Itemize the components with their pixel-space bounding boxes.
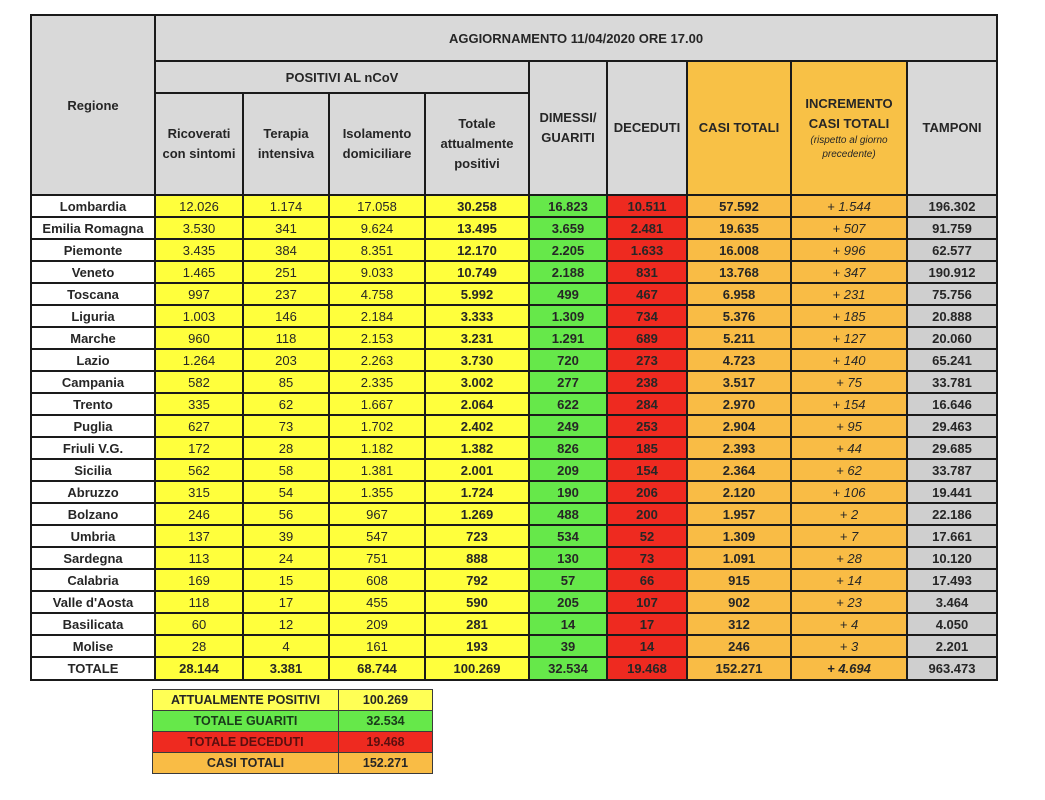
header-incremento-label: INCREMENTO CASI TOTALI (805, 96, 893, 131)
cell-incremento: + 2 (791, 503, 907, 525)
cell-tamponi: 2.201 (907, 635, 997, 657)
table-row (31, 239, 997, 261)
cell-isolamento: 751 (329, 547, 425, 569)
cell-terapia: 237 (243, 283, 329, 305)
cell-regione: Calabria (31, 569, 155, 591)
cell-terapia: 12 (243, 613, 329, 635)
table-row (31, 349, 997, 371)
cell-regione: Veneto (31, 261, 155, 283)
cell-casi-totali: 915 (687, 569, 791, 591)
cell-terapia: 4 (243, 635, 329, 657)
cell-regione: Trento (31, 393, 155, 415)
cell-isolamento: 9.033 (329, 261, 425, 283)
header-tamponi: TAMPONI (907, 61, 997, 195)
cell-tamponi: 10.120 (907, 547, 997, 569)
cell-dimessi: 2.188 (529, 261, 607, 283)
cell-tamponi: 62.577 (907, 239, 997, 261)
total-terapia: 3.381 (243, 657, 329, 680)
summary-label: ATTUALMENTE POSITIVI (153, 690, 339, 711)
cell-isolamento: 2.335 (329, 371, 425, 393)
cell-deceduti: 73 (607, 547, 687, 569)
total-row (31, 657, 997, 680)
cell-incremento: + 1.544 (791, 195, 907, 217)
cell-ricoverati: 118 (155, 591, 243, 613)
cell-terapia: 146 (243, 305, 329, 327)
cell-totale-positivi: 3.231 (425, 327, 529, 349)
table-row (31, 393, 997, 415)
cell-casi-totali: 246 (687, 635, 791, 657)
cell-tamponi: 17.493 (907, 569, 997, 591)
cell-dimessi: 249 (529, 415, 607, 437)
cell-ricoverati: 335 (155, 393, 243, 415)
cell-totale-positivi: 888 (425, 547, 529, 569)
cell-casi-totali: 1.957 (687, 503, 791, 525)
cell-isolamento: 2.153 (329, 327, 425, 349)
cell-ricoverati: 3.530 (155, 217, 243, 239)
cell-deceduti: 273 (607, 349, 687, 371)
cell-terapia: 24 (243, 547, 329, 569)
cell-terapia: 251 (243, 261, 329, 283)
cell-tamponi: 20.060 (907, 327, 997, 349)
cell-ricoverati: 1.003 (155, 305, 243, 327)
total-regione: TOTALE (31, 657, 155, 680)
table-row (31, 459, 997, 481)
cell-deceduti: 831 (607, 261, 687, 283)
cell-terapia: 15 (243, 569, 329, 591)
cell-incremento: + 347 (791, 261, 907, 283)
cell-isolamento: 1.182 (329, 437, 425, 459)
cell-isolamento: 1.667 (329, 393, 425, 415)
cell-terapia: 17 (243, 591, 329, 613)
cell-ricoverati: 582 (155, 371, 243, 393)
cell-ricoverati: 12.026 (155, 195, 243, 217)
header-deceduti: DECEDUTI (607, 61, 687, 195)
cell-casi-totali: 16.008 (687, 239, 791, 261)
cell-incremento: + 95 (791, 415, 907, 437)
cell-ricoverati: 997 (155, 283, 243, 305)
cell-incremento: + 154 (791, 393, 907, 415)
cell-isolamento: 4.758 (329, 283, 425, 305)
table-row (31, 437, 997, 459)
summary-value: 100.269 (339, 690, 433, 711)
cell-totale-positivi: 2.064 (425, 393, 529, 415)
cell-isolamento: 608 (329, 569, 425, 591)
cell-totale-positivi: 1.724 (425, 481, 529, 503)
cell-dimessi: 488 (529, 503, 607, 525)
cell-totale-positivi: 723 (425, 525, 529, 547)
cell-dimessi: 190 (529, 481, 607, 503)
cell-incremento: + 28 (791, 547, 907, 569)
cell-incremento: + 106 (791, 481, 907, 503)
cell-casi-totali: 902 (687, 591, 791, 613)
header-incremento (791, 61, 907, 195)
cell-incremento: + 75 (791, 371, 907, 393)
cell-incremento: + 996 (791, 239, 907, 261)
cell-dimessi: 1.309 (529, 305, 607, 327)
total-incremento: + 4.694 (791, 657, 907, 680)
cell-casi-totali: 1.309 (687, 525, 791, 547)
header-ricoverati: Ricoverati con sintomi (155, 93, 243, 195)
cell-totale-positivi: 12.170 (425, 239, 529, 261)
cell-totale-positivi: 590 (425, 591, 529, 613)
cell-incremento: + 4 (791, 613, 907, 635)
table-row (31, 283, 997, 305)
header-totale-positivi: Totale attualmente positivi (425, 93, 529, 195)
cell-regione: Umbria (31, 525, 155, 547)
cell-deceduti: 284 (607, 393, 687, 415)
summary-value: 19.468 (339, 732, 433, 753)
cell-terapia: 85 (243, 371, 329, 393)
cell-tamponi: 65.241 (907, 349, 997, 371)
table-row (31, 547, 997, 569)
summary-row (153, 732, 433, 753)
cell-dimessi: 57 (529, 569, 607, 591)
cell-ricoverati: 169 (155, 569, 243, 591)
cell-isolamento: 17.058 (329, 195, 425, 217)
cell-dimessi: 3.659 (529, 217, 607, 239)
cell-terapia: 28 (243, 437, 329, 459)
cell-incremento: + 23 (791, 591, 907, 613)
update-title: AGGIORNAMENTO 11/04/2020 ORE 17.00 (155, 15, 997, 61)
cell-isolamento: 2.263 (329, 349, 425, 371)
cell-dimessi: 277 (529, 371, 607, 393)
table-row (31, 195, 997, 217)
cell-tamponi: 17.661 (907, 525, 997, 547)
cell-terapia: 384 (243, 239, 329, 261)
summary-label: CASI TOTALI (153, 753, 339, 774)
cell-tamponi: 22.186 (907, 503, 997, 525)
cell-ricoverati: 627 (155, 415, 243, 437)
cell-incremento: + 44 (791, 437, 907, 459)
cell-isolamento: 209 (329, 613, 425, 635)
cell-incremento: + 507 (791, 217, 907, 239)
cell-casi-totali: 2.904 (687, 415, 791, 437)
cell-casi-totali: 19.635 (687, 217, 791, 239)
cell-regione: Valle d'Aosta (31, 591, 155, 613)
cell-casi-totali: 1.091 (687, 547, 791, 569)
cell-dimessi: 720 (529, 349, 607, 371)
cell-ricoverati: 3.435 (155, 239, 243, 261)
cell-totale-positivi: 3.002 (425, 371, 529, 393)
cell-casi-totali: 312 (687, 613, 791, 635)
summary-body (153, 690, 433, 774)
cell-regione: Molise (31, 635, 155, 657)
cell-incremento: + 7 (791, 525, 907, 547)
cell-tamponi: 196.302 (907, 195, 997, 217)
cell-totale-positivi: 2.001 (425, 459, 529, 481)
header-dimessi: DIMESSI/ GUARITI (529, 61, 607, 195)
cell-tamponi: 4.050 (907, 613, 997, 635)
summary-value: 32.534 (339, 711, 433, 732)
regional-covid-table (30, 14, 998, 681)
cell-ricoverati: 28 (155, 635, 243, 657)
cell-totale-positivi: 792 (425, 569, 529, 591)
cell-deceduti: 52 (607, 525, 687, 547)
cell-deceduti: 2.481 (607, 217, 687, 239)
total-isolamento: 68.744 (329, 657, 425, 680)
cell-regione: Liguria (31, 305, 155, 327)
table-row (31, 569, 997, 591)
cell-ricoverati: 960 (155, 327, 243, 349)
cell-regione: Emilia Romagna (31, 217, 155, 239)
header-terapia: Terapia intensiva (243, 93, 329, 195)
cell-regione: Piemonte (31, 239, 155, 261)
cell-incremento: + 3 (791, 635, 907, 657)
cell-dimessi: 130 (529, 547, 607, 569)
cell-totale-positivi: 1.269 (425, 503, 529, 525)
table-row (31, 481, 997, 503)
header-casi-totali: CASI TOTALI (687, 61, 791, 195)
summary-row (153, 753, 433, 774)
cell-incremento: + 231 (791, 283, 907, 305)
cell-regione: Sicilia (31, 459, 155, 481)
cell-ricoverati: 1.465 (155, 261, 243, 283)
cell-casi-totali: 2.393 (687, 437, 791, 459)
cell-deceduti: 107 (607, 591, 687, 613)
cell-incremento: + 185 (791, 305, 907, 327)
cell-dimessi: 534 (529, 525, 607, 547)
cell-deceduti: 467 (607, 283, 687, 305)
header-incremento-note: (rispetto al giorno precedente) (810, 135, 888, 160)
cell-totale-positivi: 281 (425, 613, 529, 635)
cell-regione: Bolzano (31, 503, 155, 525)
cell-isolamento: 967 (329, 503, 425, 525)
cell-ricoverati: 113 (155, 547, 243, 569)
cell-deceduti: 154 (607, 459, 687, 481)
cell-regione: Lazio (31, 349, 155, 371)
header-isolamento: Isolamento domiciliare (329, 93, 425, 195)
cell-isolamento: 1.355 (329, 481, 425, 503)
cell-totale-positivi: 2.402 (425, 415, 529, 437)
header-regione: Regione (31, 15, 155, 195)
cell-terapia: 56 (243, 503, 329, 525)
cell-ricoverati: 1.264 (155, 349, 243, 371)
cell-regione: Marche (31, 327, 155, 349)
summary-table (152, 689, 433, 774)
total-totale-positivi: 100.269 (425, 657, 529, 680)
summary-row (153, 690, 433, 711)
cell-tamponi: 190.912 (907, 261, 997, 283)
total-deceduti: 19.468 (607, 657, 687, 680)
table-row (31, 591, 997, 613)
cell-casi-totali: 3.517 (687, 371, 791, 393)
cell-tamponi: 91.759 (907, 217, 997, 239)
cell-ricoverati: 60 (155, 613, 243, 635)
table-row (31, 613, 997, 635)
cell-dimessi: 826 (529, 437, 607, 459)
cell-deceduti: 206 (607, 481, 687, 503)
cell-casi-totali: 57.592 (687, 195, 791, 217)
cell-totale-positivi: 3.333 (425, 305, 529, 327)
cell-totale-positivi: 13.495 (425, 217, 529, 239)
cell-dimessi: 2.205 (529, 239, 607, 261)
cell-isolamento: 1.381 (329, 459, 425, 481)
total-casi-totali: 152.271 (687, 657, 791, 680)
cell-totale-positivi: 1.382 (425, 437, 529, 459)
cell-deceduti: 734 (607, 305, 687, 327)
total-tamponi: 963.473 (907, 657, 997, 680)
cell-regione: Basilicata (31, 613, 155, 635)
cell-isolamento: 547 (329, 525, 425, 547)
table-row (31, 371, 997, 393)
cell-regione: Abruzzo (31, 481, 155, 503)
summary-value: 152.271 (339, 753, 433, 774)
cell-dimessi: 205 (529, 591, 607, 613)
cell-tamponi: 29.685 (907, 437, 997, 459)
cell-dimessi: 499 (529, 283, 607, 305)
cell-terapia: 118 (243, 327, 329, 349)
cell-tamponi: 33.787 (907, 459, 997, 481)
cell-isolamento: 9.624 (329, 217, 425, 239)
cell-terapia: 39 (243, 525, 329, 547)
summary-label: TOTALE DECEDUTI (153, 732, 339, 753)
cell-regione: Puglia (31, 415, 155, 437)
summary-row (153, 711, 433, 732)
cell-incremento: + 14 (791, 569, 907, 591)
cell-dimessi: 16.823 (529, 195, 607, 217)
cell-deceduti: 185 (607, 437, 687, 459)
cell-deceduti: 14 (607, 635, 687, 657)
cell-isolamento: 8.351 (329, 239, 425, 261)
cell-deceduti: 253 (607, 415, 687, 437)
cell-casi-totali: 6.958 (687, 283, 791, 305)
cell-casi-totali: 5.211 (687, 327, 791, 349)
cell-dimessi: 1.291 (529, 327, 607, 349)
cell-ricoverati: 315 (155, 481, 243, 503)
cell-casi-totali: 13.768 (687, 261, 791, 283)
table-row (31, 415, 997, 437)
cell-terapia: 58 (243, 459, 329, 481)
cell-ricoverati: 562 (155, 459, 243, 481)
table-row (31, 327, 997, 349)
table-row (31, 305, 997, 327)
cell-tamponi: 33.781 (907, 371, 997, 393)
cell-casi-totali: 2.364 (687, 459, 791, 481)
cell-deceduti: 238 (607, 371, 687, 393)
table-body (31, 195, 997, 680)
cell-isolamento: 161 (329, 635, 425, 657)
cell-deceduti: 17 (607, 613, 687, 635)
cell-casi-totali: 2.120 (687, 481, 791, 503)
table-row (31, 217, 997, 239)
table-row (31, 525, 997, 547)
cell-terapia: 73 (243, 415, 329, 437)
table-row (31, 261, 997, 283)
cell-deceduti: 200 (607, 503, 687, 525)
cell-deceduti: 10.511 (607, 195, 687, 217)
cell-regione: Sardegna (31, 547, 155, 569)
cell-incremento: + 127 (791, 327, 907, 349)
cell-casi-totali: 2.970 (687, 393, 791, 415)
cell-isolamento: 1.702 (329, 415, 425, 437)
cell-regione: Campania (31, 371, 155, 393)
cell-dimessi: 14 (529, 613, 607, 635)
cell-regione: Lombardia (31, 195, 155, 217)
cell-totale-positivi: 5.992 (425, 283, 529, 305)
cell-terapia: 1.174 (243, 195, 329, 217)
cell-tamponi: 75.756 (907, 283, 997, 305)
header-positivi-group: POSITIVI AL nCoV (155, 61, 529, 93)
cell-casi-totali: 5.376 (687, 305, 791, 327)
total-ricoverati: 28.144 (155, 657, 243, 680)
cell-regione: Friuli V.G. (31, 437, 155, 459)
cell-casi-totali: 4.723 (687, 349, 791, 371)
cell-dimessi: 209 (529, 459, 607, 481)
cell-terapia: 62 (243, 393, 329, 415)
cell-deceduti: 66 (607, 569, 687, 591)
cell-dimessi: 622 (529, 393, 607, 415)
cell-terapia: 54 (243, 481, 329, 503)
cell-tamponi: 3.464 (907, 591, 997, 613)
cell-tamponi: 20.888 (907, 305, 997, 327)
cell-isolamento: 455 (329, 591, 425, 613)
cell-terapia: 341 (243, 217, 329, 239)
table-row (31, 503, 997, 525)
table-row (31, 635, 997, 657)
cell-deceduti: 689 (607, 327, 687, 349)
cell-totale-positivi: 10.749 (425, 261, 529, 283)
cell-terapia: 203 (243, 349, 329, 371)
cell-dimessi: 39 (529, 635, 607, 657)
cell-isolamento: 2.184 (329, 305, 425, 327)
cell-ricoverati: 172 (155, 437, 243, 459)
cell-ricoverati: 246 (155, 503, 243, 525)
cell-totale-positivi: 193 (425, 635, 529, 657)
cell-deceduti: 1.633 (607, 239, 687, 261)
cell-ricoverati: 137 (155, 525, 243, 547)
cell-totale-positivi: 30.258 (425, 195, 529, 217)
cell-totale-positivi: 3.730 (425, 349, 529, 371)
total-dimessi: 32.534 (529, 657, 607, 680)
cell-incremento: + 62 (791, 459, 907, 481)
cell-tamponi: 29.463 (907, 415, 997, 437)
cell-regione: Toscana (31, 283, 155, 305)
cell-tamponi: 19.441 (907, 481, 997, 503)
summary-label: TOTALE GUARITI (153, 711, 339, 732)
cell-tamponi: 16.646 (907, 393, 997, 415)
cell-incremento: + 140 (791, 349, 907, 371)
